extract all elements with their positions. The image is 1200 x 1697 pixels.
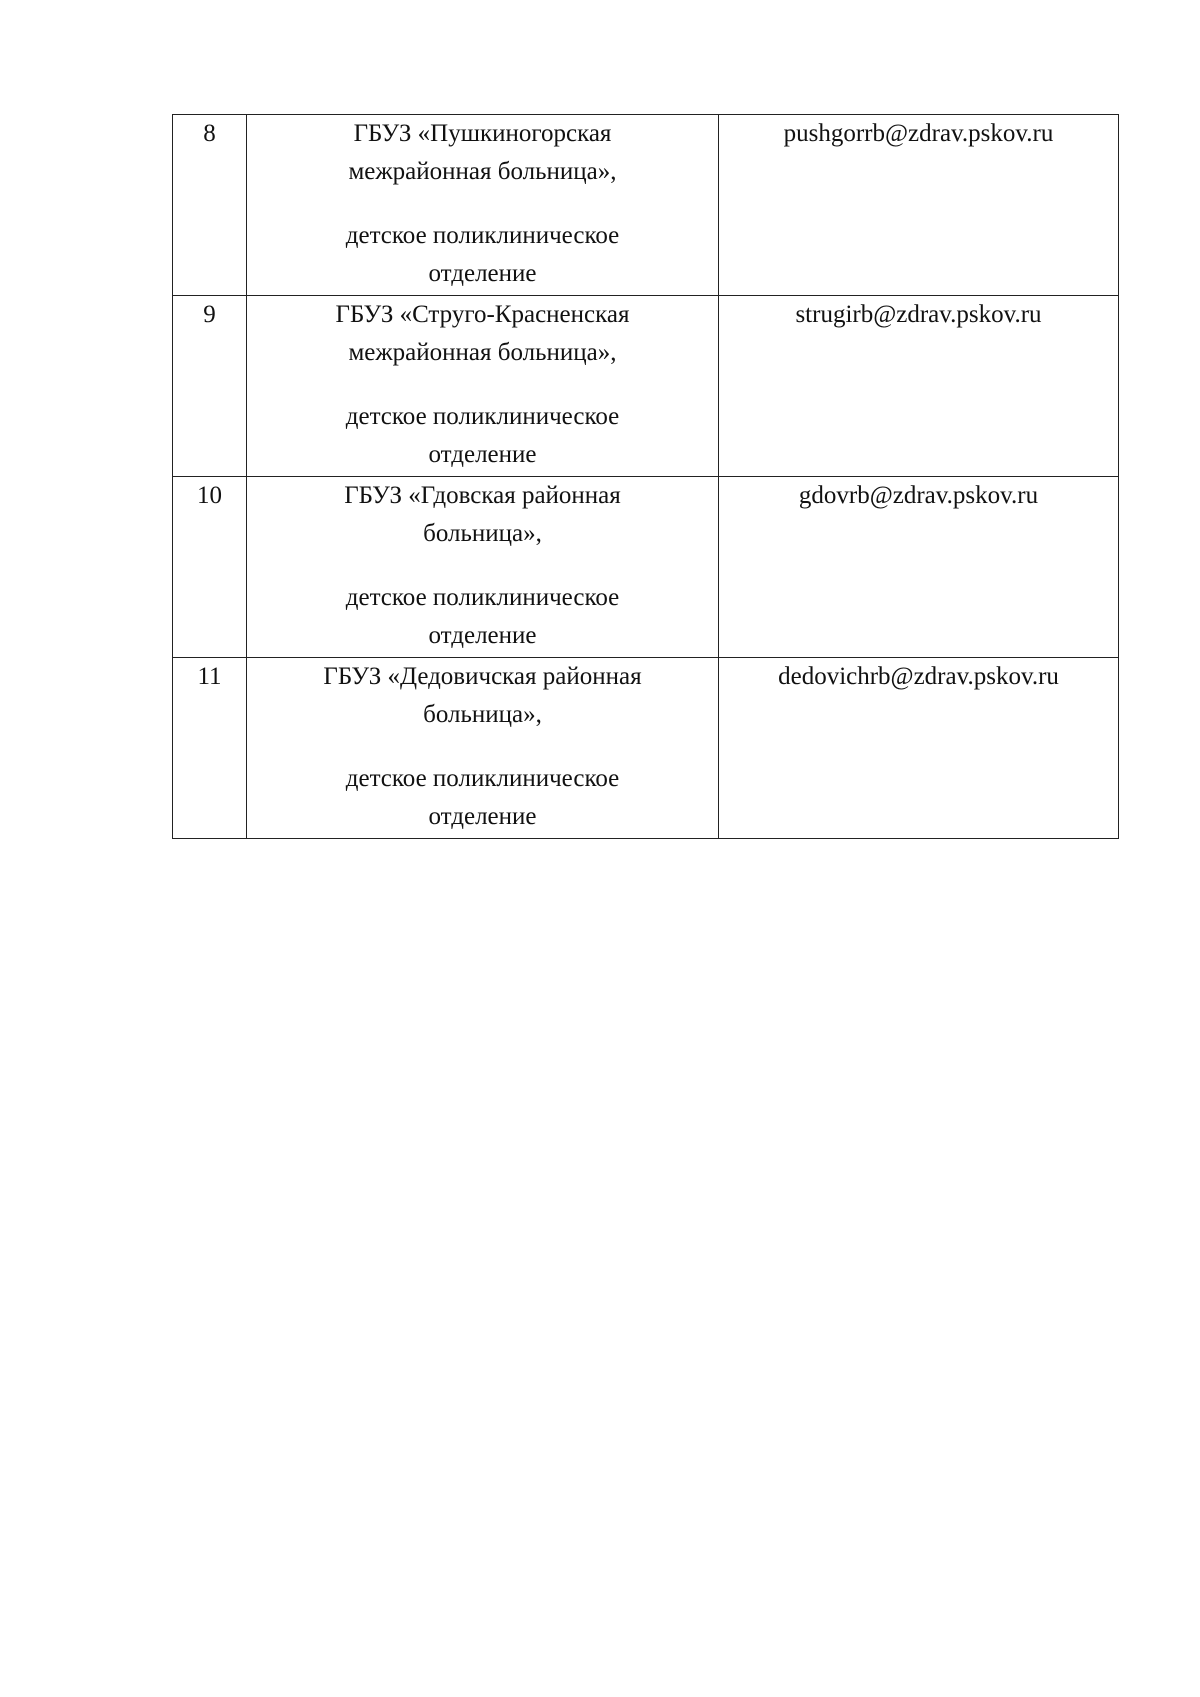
row-number-cell <box>173 658 247 839</box>
table-row <box>173 296 1119 477</box>
institution-cell <box>247 477 719 658</box>
email-cell <box>719 658 1119 839</box>
institution-name-line: межрайонная больница», <box>348 339 617 366</box>
institution-name-line: больница», <box>423 701 542 728</box>
institution-cell <box>247 115 719 296</box>
clinics-table <box>172 114 1119 839</box>
row-number: 11 <box>197 663 222 690</box>
department-line: отделение <box>428 260 537 287</box>
row-number-cell <box>173 296 247 477</box>
table-row <box>173 658 1119 839</box>
row-number: 8 <box>203 120 216 147</box>
email-address: pushgorrb@zdrav.pskov.ru <box>783 120 1054 147</box>
email-address: strugirb@zdrav.pskov.ru <box>795 301 1042 328</box>
institution-name-line: ГБУЗ «Дедовичская районная <box>323 663 642 690</box>
department-line: детское поликлиническое <box>345 765 620 792</box>
row-number: 9 <box>203 301 216 328</box>
email-cell <box>719 477 1119 658</box>
row-number-cell <box>173 115 247 296</box>
institution-name-line: ГБУЗ «Пушкиногорская <box>353 120 612 147</box>
institution-cell <box>247 658 719 839</box>
department-line: отделение <box>428 441 537 468</box>
department-line: отделение <box>428 622 537 649</box>
department-line: детское поликлиническое <box>345 403 620 430</box>
email-cell <box>719 115 1119 296</box>
row-number-cell <box>173 477 247 658</box>
row-number: 10 <box>197 482 222 509</box>
department-line: детское поликлиническое <box>345 584 620 611</box>
email-address: gdovrb@zdrav.pskov.ru <box>798 482 1039 509</box>
institution-name-line: ГБУЗ «Струго-Красненская <box>335 301 630 328</box>
email-cell <box>719 296 1119 477</box>
institution-name-line: межрайонная больница», <box>348 158 617 185</box>
institution-name-line: больница», <box>423 520 542 547</box>
table-row <box>173 477 1119 658</box>
email-address: dedovichrb@zdrav.pskov.ru <box>778 663 1059 690</box>
institution-name-line: ГБУЗ «Гдовская районная <box>344 482 621 509</box>
department-line: детское поликлиническое <box>345 222 620 249</box>
table-row <box>173 115 1119 296</box>
institution-cell <box>247 296 719 477</box>
department-line: отделение <box>428 803 537 830</box>
